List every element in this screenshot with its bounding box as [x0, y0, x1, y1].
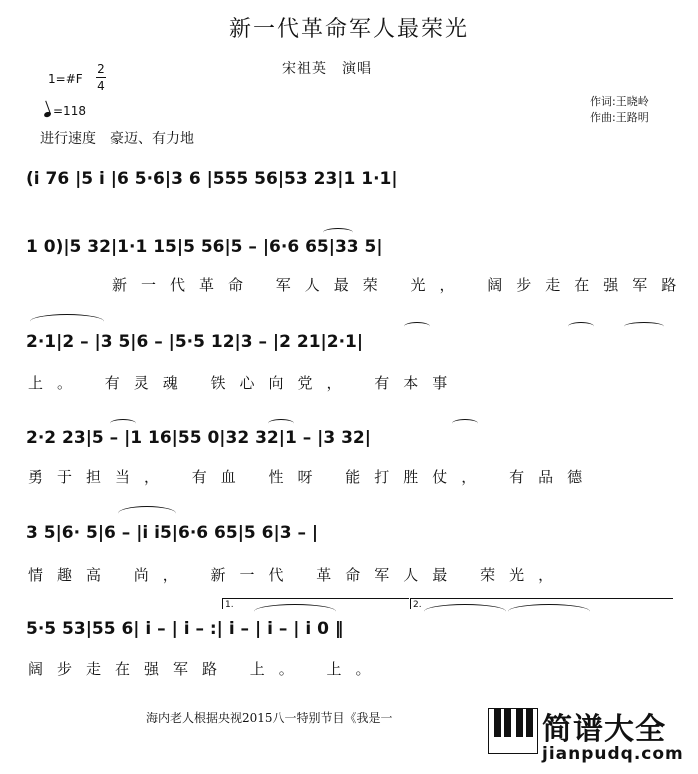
- time-signature: [96, 62, 106, 93]
- score-line-3: 2·1|2 – |3 5|6 – |5·5 12|3 – |2 21|2·1|: [26, 332, 364, 352]
- logo-url: jianpudq.com: [542, 744, 684, 764]
- slur: [568, 322, 594, 331]
- lyricist: 作词:王晓岭: [590, 95, 649, 108]
- fraction-bar: [96, 77, 106, 78]
- lyrics-line-5: 情趣高 尚， 新一代 革命军人最 荣光，: [28, 566, 568, 584]
- page-title: 新一代革命军人最荣光: [228, 17, 469, 42]
- slur: [624, 322, 664, 331]
- key-signature: 1=#F: [48, 72, 83, 86]
- lyrics-line-4: 勇于担当， 有血 性呀 能打胜仗， 有品德: [28, 468, 597, 486]
- speed-marking: 进行速度 豪迈、有力地: [40, 131, 194, 147]
- tempo-value: =118: [53, 104, 86, 118]
- quarter-note-icon: [43, 111, 51, 118]
- credits: [590, 94, 649, 126]
- tempo-mark: [44, 104, 86, 118]
- score-line-2: 1 0)|5 32|1·1 15|5 56|5 – |6·6 65|33 5|: [26, 237, 383, 257]
- logo-title: 简谱大全: [542, 712, 666, 747]
- source-note: 海内老人根据央视2015八一特别节目《我是一: [146, 711, 393, 725]
- volta-2: 2.: [410, 598, 673, 609]
- score-line-6: 5·5 53|55 6| i – | i – :| i – | i – | i 0 ‖: [26, 619, 344, 639]
- slur: [452, 419, 478, 428]
- time-signature-top: 2: [97, 62, 105, 76]
- lyrics-line-6: 阔步走在强军路 上。 上。: [28, 660, 385, 678]
- slur: [110, 419, 136, 428]
- site-logo[interactable]: [482, 702, 698, 774]
- slur: [268, 419, 294, 428]
- lyrics-line-2: 新一代革命 军人最荣 光， 阔步走在强军路: [112, 276, 691, 294]
- tie: [30, 314, 104, 329]
- piano-keys-icon: [488, 708, 538, 754]
- performer: 宋祖英 演唱: [282, 61, 372, 77]
- score-line-4: 2·2 23|5 – |1 16|55 0|32 32|1 – |3 32|: [26, 428, 371, 448]
- lyrics-line-3: 上。 有灵魂 铁心向党， 有本事: [28, 374, 462, 392]
- score-line-1: (i 76 |5 i |6 5·6|3 6 |555 56|53 23|1 1·1|: [26, 169, 398, 189]
- volta-1: 1.: [222, 598, 409, 609]
- score-line-5: 3 5|6· 5|6 – |i i5|6·6 65|5 6|3 – |: [26, 523, 319, 543]
- slur: [404, 322, 430, 331]
- time-signature-bottom: 4: [97, 79, 105, 93]
- slur: [323, 228, 353, 237]
- tie: [118, 506, 176, 521]
- composer: 作曲:王路明: [590, 111, 649, 124]
